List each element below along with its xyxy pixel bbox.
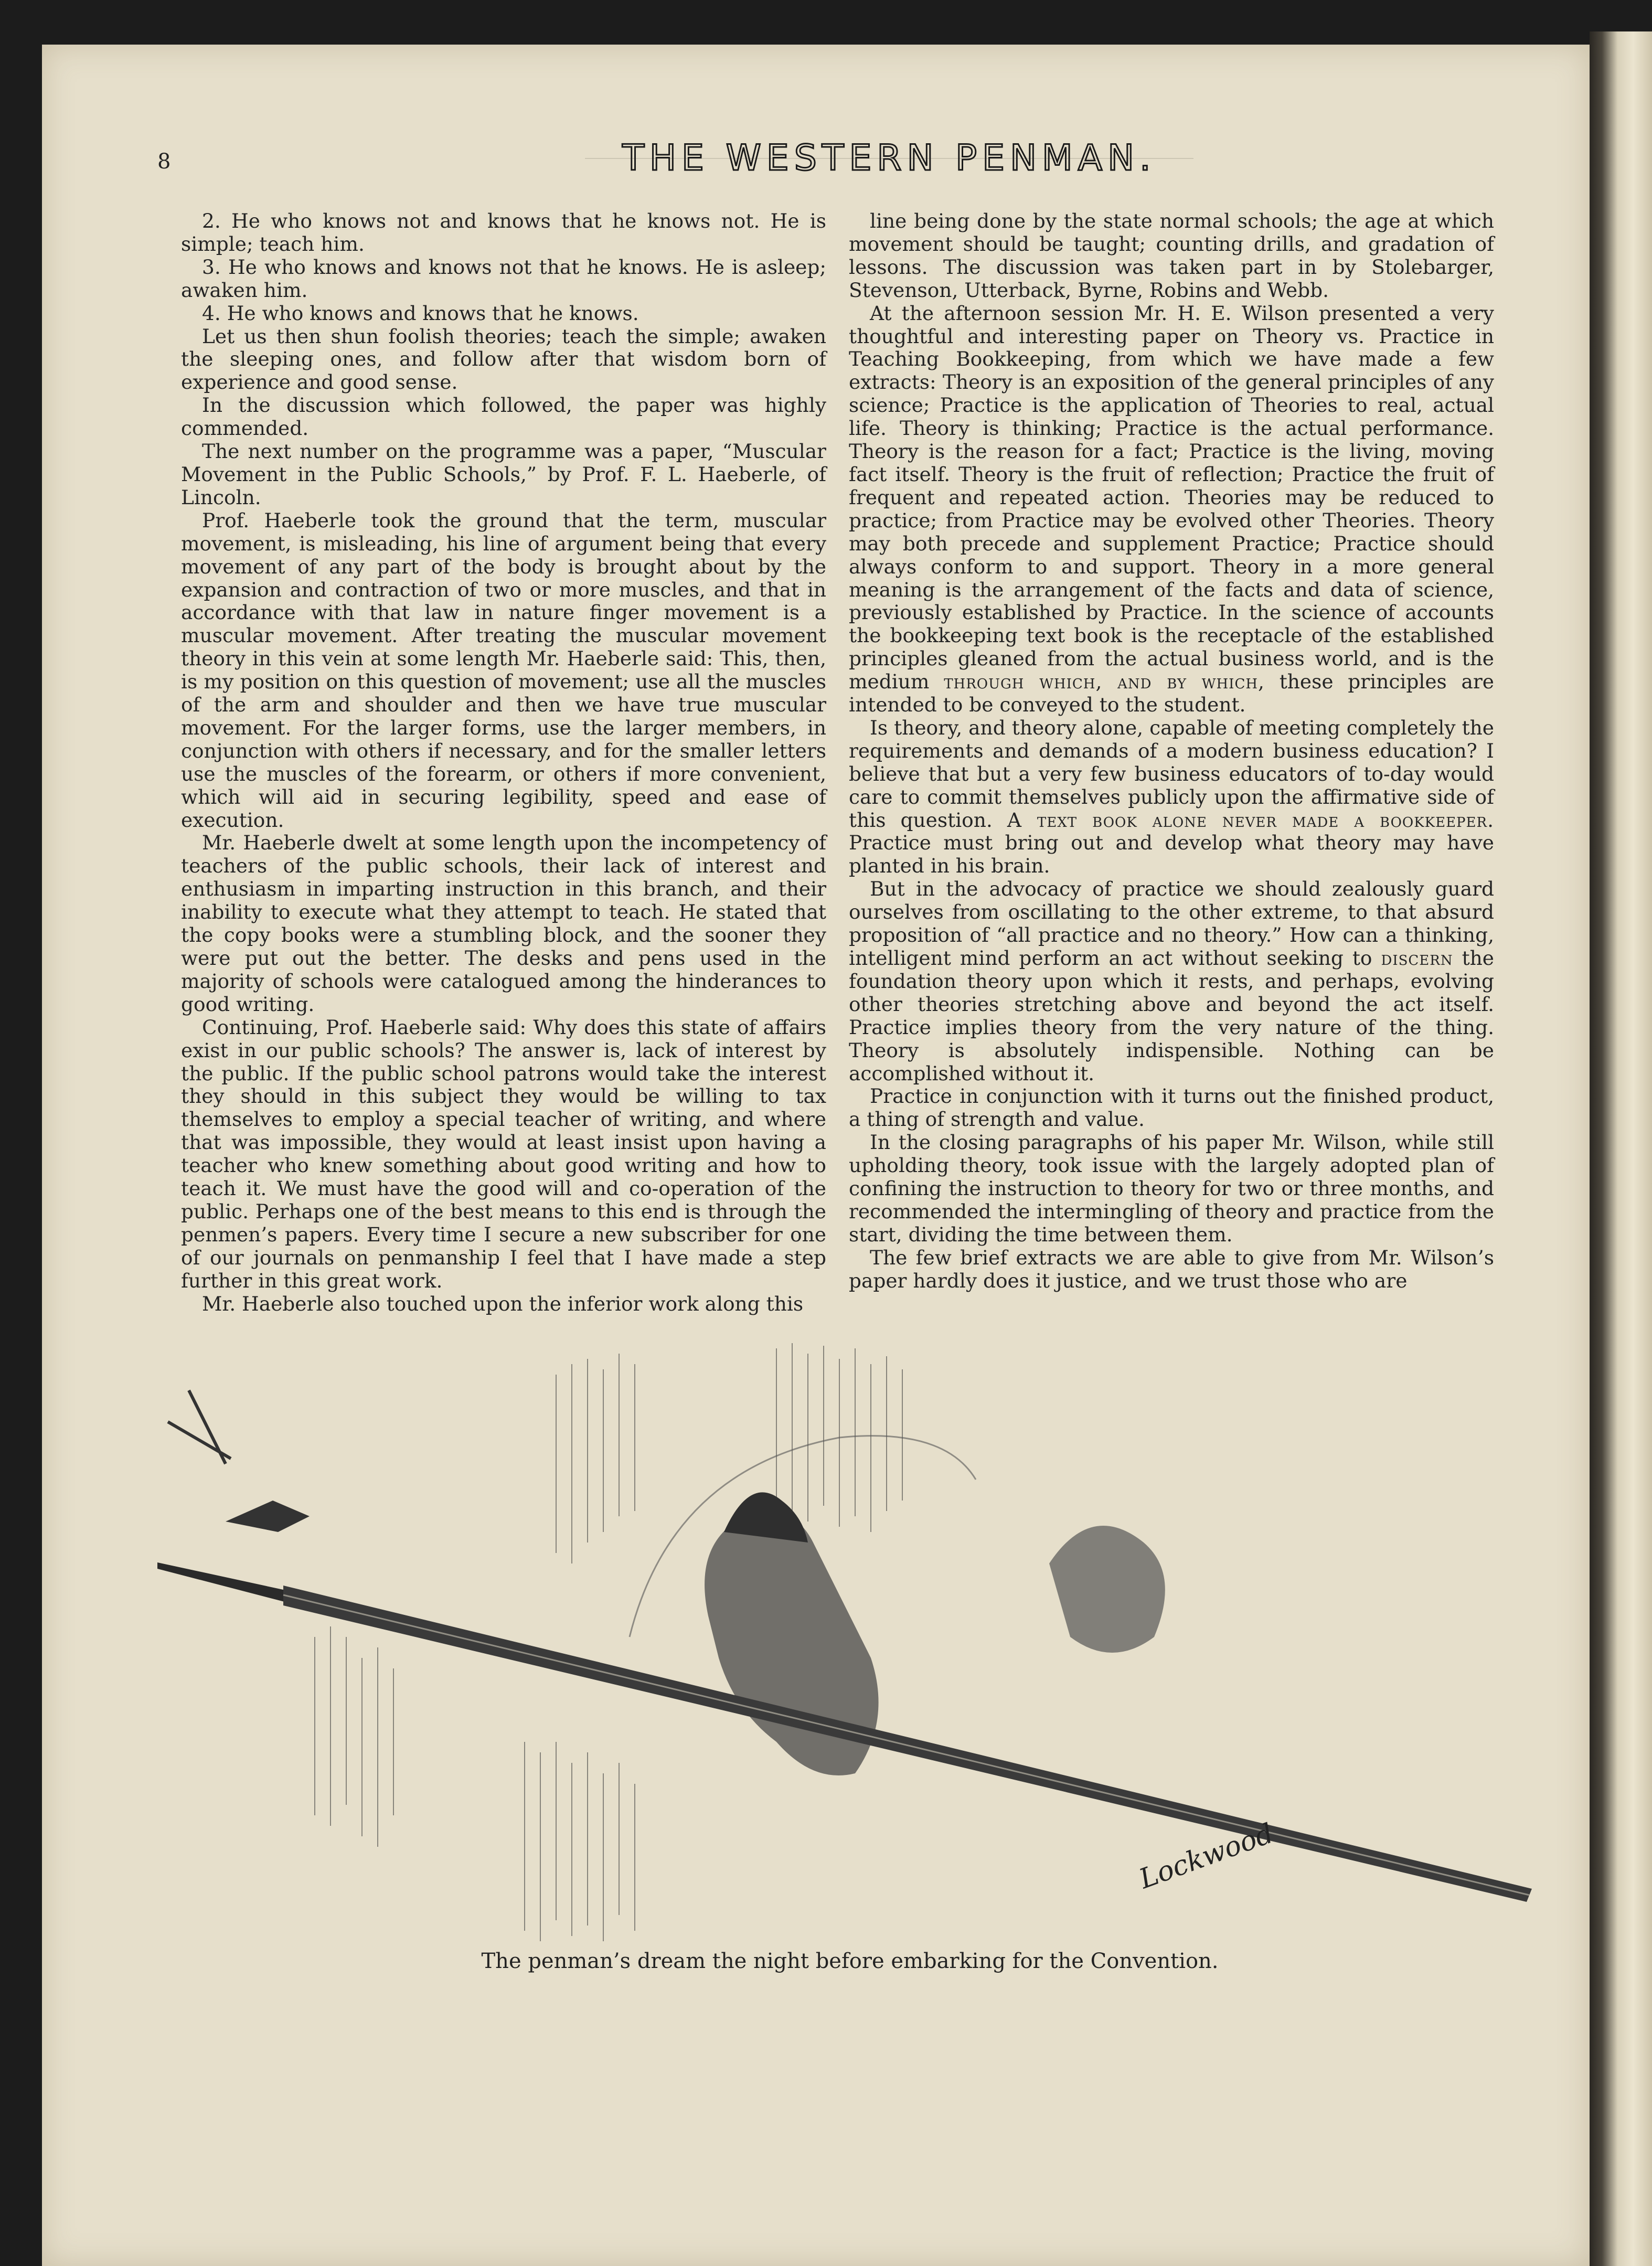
right-column	[849, 210, 1494, 1293]
text-run: these principles are intended to be conveyed to the student.	[849, 670, 1494, 717]
small-caps-run: A text book alone never made a bookkeeper.	[1007, 808, 1495, 832]
illustration-caption: The penman’s dream the night before embarking for the Convention.	[481, 1949, 1219, 1973]
paragraph: line being done by the state normal schools; the age at which movement should be taught; counting drills, and gradation of lessons. The discussion was taken part in by Stolebarger, Stevenson, Utterback, Byrne, Robins and Webb.	[849, 209, 1494, 302]
paragraph: Practice in conjunction with it turns out the finished product, a thing of strength and value.	[849, 1084, 1494, 1131]
paragraph: Mr. Haeberle dwelt at some length upon the incompetency of teachers of the public schools, their lack of interest and enthusiasm in imparting instruction in this branch, and their inability to execute what they attempt to teach. He stated that the copy books were a stumbling block, and the sooner they were put out the better. The desks and pens used in the majority of schools were catalogued among the hinderances to good writing.	[181, 831, 826, 1016]
small-caps-run: through which, and by which,	[944, 670, 1265, 694]
paragraph	[849, 878, 1494, 1085]
paragraph: The next number on the programme was a paper, “Muscular Movement in the Public Schools,” by Prof. F. L. Haeberle, of Lincoln.	[181, 440, 826, 509]
paragraph: 2. He who knows not and knows that he knows not. He is simple; teach him.	[181, 209, 826, 256]
paragraph: In the discussion which followed, the paper was highly commended.	[181, 393, 826, 440]
left-column	[181, 210, 826, 1316]
text-run: Is theory, and theory alone, capable of meeting completely the requirements and demands of a modern business education? I believe that but a very few business educators of to-day would care to commit themselves publicly upon the affirmative side of this question.	[849, 716, 1494, 832]
paragraph: Prof. Haeberle took the ground that the term, muscular movement, is misleading, his line of argument being that every movement of any part of the body is brought about by the expansion and contraction of two or more muscles, and that in accordance with that law in nature finger movement is a muscular movement. After treating the muscular movement theory in this vein at some length Mr. Haeberle said: This, then, is my position on this question of movement; use all the muscles of the arm and shoulder and then we have true muscular movement. For the larger forms, use the larger members, in conjunction with others if necessary, and for the smaller letters use the muscles of the forearm, or others if more convenient, which will aid in securing legibility, speed and ease of execution.	[181, 508, 826, 832]
pen-nib	[157, 1562, 289, 1603]
small-bird	[226, 1501, 310, 1532]
text-run: the foundation theory upon which it rests, and perhaps, evolving other theories stretching above and beyond the act itself. Practice implies theory from the very nature of the thing. Theory is absolutely indispensible. Nothing can be accomplished without it.	[849, 946, 1494, 1085]
paragraph: Let us then shun foolish theories; teach the simple; awaken the sleeping ones, and follow after that wisdom born of experience and good sense.	[181, 324, 826, 394]
pen-shaft	[283, 1586, 1532, 1902]
masthead	[574, 137, 1204, 179]
paragraph: Mr. Haeberle also touched upon the inferior work along this	[202, 1292, 804, 1315]
pen-illustration	[157, 1343, 1542, 1946]
paragraph: In the closing paragraphs of his paper Mr. Wilson, while still upholding theory, took issue with the largely adopted plan of confining the instruction to theory for two or three months, and recommended the intermingling of theory and practice from the start, dividing the time between them.	[849, 1131, 1494, 1246]
small-caps-run: discern	[1381, 946, 1453, 970]
book-spine	[1590, 31, 1652, 2266]
paragraph: The few brief extracts we are able to give from Mr. Wilson’s paper hardly does it justice, and we trust those who are	[849, 1246, 1494, 1292]
paragraph	[849, 302, 1494, 717]
pick-axe	[168, 1390, 231, 1464]
text-run: At the afternoon session Mr. H. E. Wilson presented a very thoughtful and interesting paper on Theory vs. Practice in Teaching Bookkeeping, from which we have made a few extracts: Theory is an exposition of the general principles of any science; Practice is the application of Theories to real, actual life. Theory is thinking; Practice is the actual performance. Theory is the reason for a fact; Practice is the living, moving fact itself. Theory is the fruit of reflection; Practice the fruit of frequent and repeated action. Theories may be reduced to practice; from Practice may be evolved other Theories. Theory may both precede and supplement Practice; Practice should always conform to and support. Theory in a more general meaning is the arrangement of the facts and data of science, previously established by Practice. In the science of accounts the bookkeeping text book is the receptacle of the established principles gleaned from the actual business world, and is the medium	[849, 301, 1494, 694]
bat-figure	[1049, 1526, 1165, 1653]
paragraph: 4. He who knows and knows that he knows.	[202, 301, 639, 325]
masthead-title: THE WESTERN PENMAN.	[622, 137, 1156, 179]
paragraph: Continuing, Prof. Haeberle said: Why does this state of affairs exist in our public schools? The answer is, lack of interest by the public. If the public school patrons would take the interest they should in this subject they would be willing to tax themselves to employ a special teacher of writing, and where that was impossible, they would at least insist upon having a teacher who knew something about good writing and how to teach it. We must have the good will and co-operation of the public. Perhaps one of the best means to this end is through the penmen’s papers. Every time I secure a new subscriber for one of our journals on penmanship I feel that I have made a step further in this great work.	[181, 1015, 826, 1292]
paragraph: 3. He who knows and knows not that he knows. He is asleep; awaken him.	[181, 255, 826, 302]
text-run: But in the advocacy of practice we should zealously guard ourselves from oscillating to the other extreme, to that absurd proposition of “all practice and no theory.” How can a thinking, intelligent mind perform an act without seeking to	[849, 877, 1494, 970]
text-run: Practice must bring out and develop what theory may have planted in his brain.	[849, 831, 1494, 878]
artist-signature: Lockwood	[1135, 1817, 1278, 1896]
paragraph	[849, 717, 1494, 878]
page-number: 8	[157, 150, 171, 174]
